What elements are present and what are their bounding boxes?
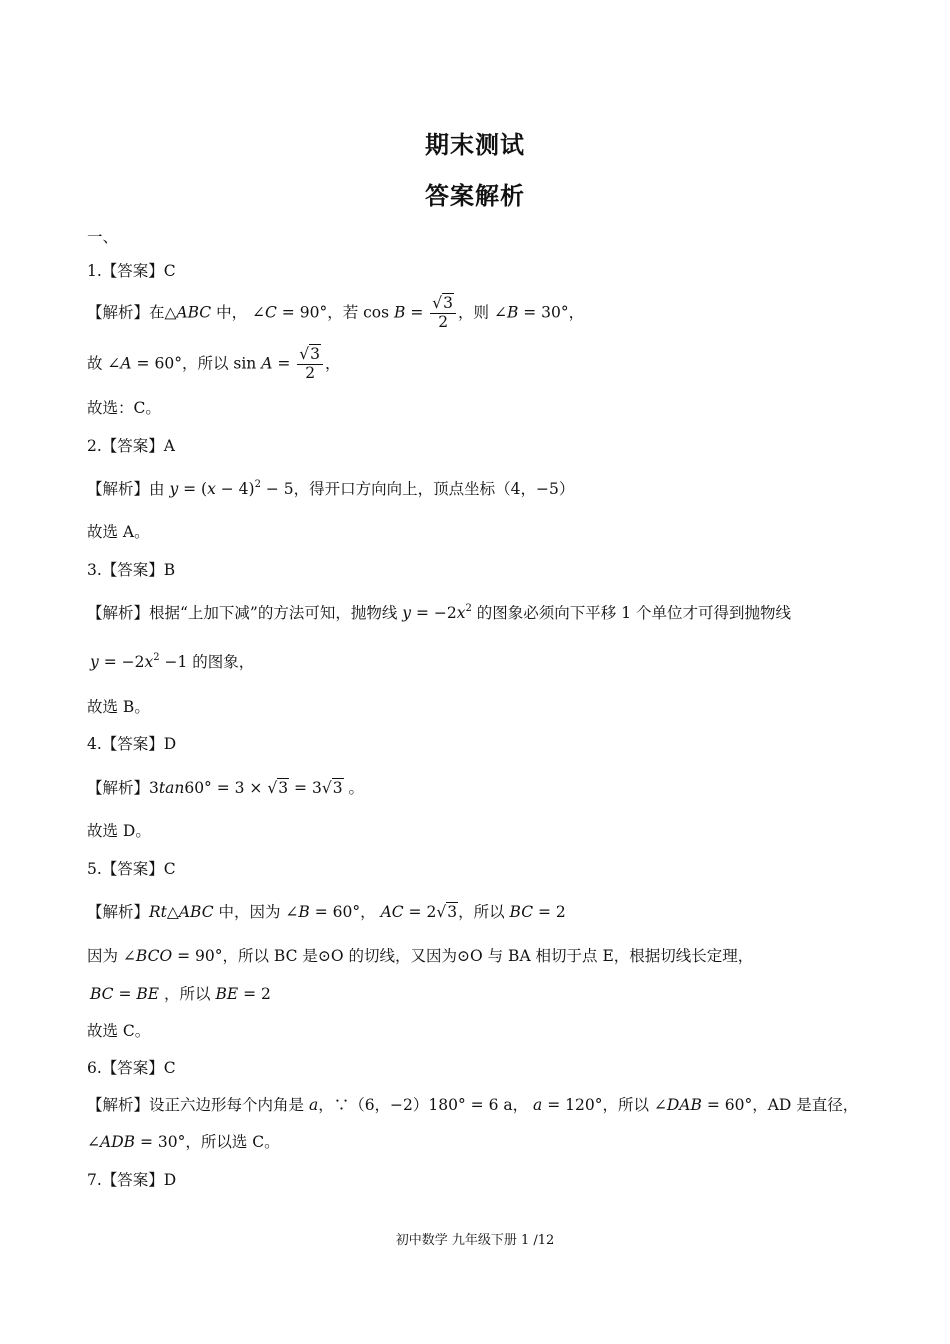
text: ，所以 — [458, 903, 510, 921]
text: = −2 — [411, 604, 457, 622]
text: −1 的图象， — [159, 653, 255, 671]
radicand: 3 — [332, 779, 343, 797]
q3-choice: 故选 B。 — [87, 698, 150, 716]
math-var: ABC — [176, 303, 212, 322]
text: = — [272, 354, 296, 373]
text: 【解析】由 — [87, 480, 170, 498]
math-var: B — [298, 903, 310, 921]
q6-analysis-line1 — [87, 1094, 890, 1116]
exponent: 2 — [153, 652, 160, 663]
math-var: a — [533, 1096, 543, 1114]
radicand: 3 — [310, 345, 321, 363]
sqrt: √3 — [436, 903, 458, 921]
math-var: BC — [90, 985, 114, 1003]
math-var: A — [120, 354, 132, 373]
q1-analysis-line1 — [87, 295, 890, 332]
q3-answer: 3.【答案】B — [87, 561, 176, 579]
q1-analysis-line2 — [87, 346, 890, 383]
text: = — [113, 985, 137, 1003]
q5-analysis-line3 — [90, 983, 890, 1005]
text: = 60°，所以 sin — [131, 354, 262, 373]
q6-analysis-line2 — [87, 1131, 890, 1153]
denominator: 2 — [438, 312, 449, 331]
text: = 90°，若 cos — [276, 303, 395, 322]
fraction-sqrt3-over-2: $\frac{√3}{2}$ — [297, 346, 323, 383]
text: 。 — [343, 779, 365, 797]
page-title: 期末测试 — [425, 131, 525, 159]
text: ，∵（6，−2）180° = 6 a， — [318, 1096, 534, 1114]
math-var: ABC — [178, 903, 214, 921]
denominator: 2 — [305, 363, 316, 382]
radicand: 3 — [447, 903, 458, 921]
q6-answer: 6.【答案】C — [87, 1059, 176, 1077]
sqrt: √3 — [267, 779, 289, 797]
text: 60° = 3 × — [184, 779, 268, 797]
page-footer: 初中数学 九年级下册 1 /12 — [395, 1233, 555, 1248]
math-var: BC — [509, 903, 534, 921]
math-var: AC — [380, 903, 404, 921]
page-subtitle: 答案解析 — [425, 182, 525, 210]
text: ， — [325, 354, 341, 373]
text: 【解析】根据“上加下减”的方法可知，抛物线 — [87, 604, 403, 622]
text: = 2 — [238, 985, 271, 1003]
text: 【解析】在△ — [87, 303, 177, 322]
text: − 5，得开口方向向上，顶点坐标（4，−5） — [260, 480, 575, 498]
text: − 4) — [215, 480, 255, 498]
math-var: y — [169, 480, 179, 498]
exponent: 2 — [465, 603, 472, 614]
text: = 2 — [533, 903, 566, 921]
q4-answer: 4.【答案】D — [87, 735, 177, 753]
math-var: x — [207, 480, 216, 498]
text: = ( — [178, 480, 208, 498]
text: 故 ∠ — [87, 354, 121, 373]
math-var: y — [90, 653, 99, 671]
text: 中，因为 ∠ — [213, 903, 299, 921]
text: = 90°，所以 BC 是⊙O 的切线，又因为⊙O 与 BA 相切于点 E，根据切线长定理， — [172, 947, 754, 965]
q5-analysis-line1 — [87, 901, 890, 923]
q1-answer: 1.【答案】C — [87, 262, 176, 280]
text: = 3 — [289, 779, 322, 797]
q2-analysis — [87, 478, 890, 500]
text: 【解析】3 — [87, 779, 159, 797]
q4-analysis — [87, 777, 890, 799]
math-var: C — [265, 303, 277, 322]
text: = — [405, 303, 429, 322]
math-var: DAB — [666, 1096, 702, 1114]
q5-analysis-line2 — [87, 945, 890, 967]
text: = −2 — [98, 653, 145, 671]
q5-choice: 故选 C。 — [87, 1022, 151, 1040]
radicand: 3 — [278, 779, 289, 797]
math-var: A — [261, 354, 273, 373]
sqrt: √3 — [321, 779, 343, 797]
q3-analysis-line2 — [90, 651, 890, 673]
q5-answer: 5.【答案】C — [87, 860, 176, 878]
math-var: BE — [136, 985, 160, 1003]
text: = 2 — [403, 903, 437, 921]
q2-choice: 故选 A。 — [87, 523, 150, 541]
text: = 30°，所以选 C。 — [135, 1133, 280, 1151]
text: 因为 ∠ — [87, 947, 136, 965]
text: 中， ∠ — [211, 303, 265, 322]
radicand: 3 — [443, 294, 454, 312]
text: 的图象必须向下平移 1 个单位才可得到抛物线 — [471, 604, 792, 622]
q7-answer: 7.【答案】D — [87, 1171, 177, 1189]
text: ，所以 — [159, 985, 216, 1003]
text: 【解析】 — [87, 903, 150, 921]
math-var: BE — [215, 985, 239, 1003]
fraction-sqrt3-over-2: $\frac{√3}{2}$ — [430, 295, 456, 332]
math-var: y — [402, 604, 412, 622]
q4-choice: 故选 D。 — [87, 822, 151, 840]
text: = 30°， — [518, 303, 585, 322]
math-var: x — [456, 604, 466, 622]
text: ∠ — [87, 1133, 100, 1151]
text: = 60°， — [309, 903, 381, 921]
math-func: tan — [158, 779, 185, 797]
math-var: x — [144, 653, 154, 671]
q2-answer: 2.【答案】A — [87, 437, 175, 455]
text: ，则 ∠ — [458, 303, 507, 322]
text: 【解析】设正六边形每个内角是 — [87, 1096, 309, 1114]
text: △ — [166, 903, 179, 921]
math-var: Rt — [149, 903, 167, 921]
text: = 120°，所以 ∠ — [542, 1096, 667, 1114]
math-var: ADB — [100, 1133, 136, 1151]
section-heading: 一、 — [87, 228, 119, 246]
math-var: BCO — [135, 947, 173, 965]
q3-analysis-line1 — [87, 602, 890, 624]
math-var: a — [308, 1096, 319, 1114]
math-var: B — [506, 303, 519, 322]
q1-choice: 故选：C。 — [87, 399, 161, 417]
exponent: 2 — [254, 479, 261, 490]
math-var: B — [394, 303, 406, 322]
text: = 60°，AD 是直径， — [701, 1096, 859, 1114]
